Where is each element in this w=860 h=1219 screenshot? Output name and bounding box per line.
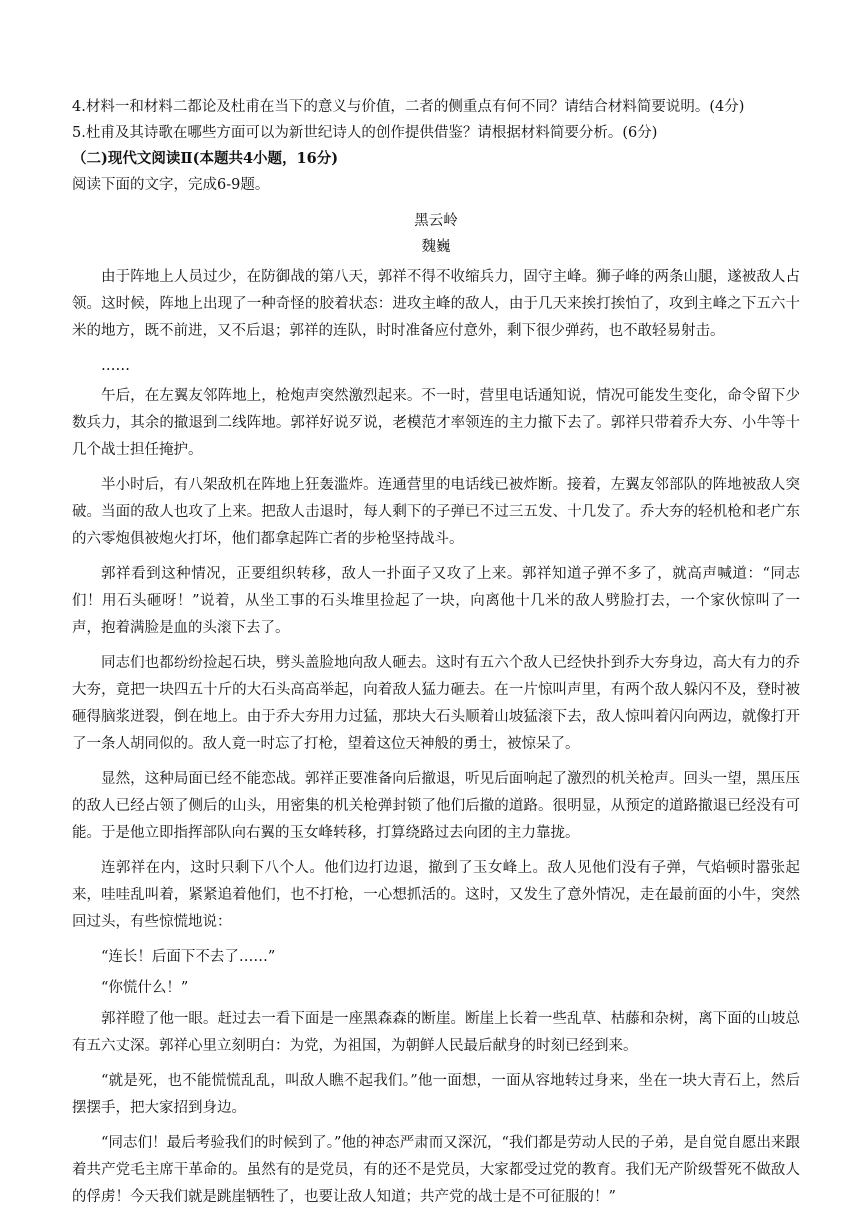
paragraph: 半小时后，有八架敌机在阵地上狂轰滥炸。连通营里的电话线已被炸断。接着，左翼友邻部队的阵地被敌人突破。当面的敌人也攻了上来。把敌人击退时，每人剩下的子弹已不过三五发、十几发了。乔大夯的轻机枪和老广东的六零炮俱被炮火打坏，他们都拿起阵亡者的步枪坚持战斗。 xyxy=(72,477,800,547)
document-page xyxy=(72,94,800,1219)
ellipsis: …… xyxy=(101,358,130,374)
paragraph: “就是死，也不能慌慌乱乱，叫敌人瞧不起我们。”他一面想，一面从容地转过身来，坐在一块大青石上，然后摆摆手，把大家招到身边。 xyxy=(72,1073,800,1116)
paragraph: 连郭祥在内，这时只剩下八个人。他们边打边退，撤到了玉女峰上。敌人见他们没有子弹，气焰顿时嚣张起来，哇哇乱叫着，紧紧追着他们，也不打枪，一心想抓活的。这时，又发生了意外情况，走在最前面的小牛，突然回过头，有些惊慌地说： xyxy=(72,860,800,930)
question-5: 5.杜甫及其诗歌在哪些方面可以为新世纪诗人的创作提供借鉴？请根据材料简要分析。(6分) xyxy=(72,125,658,141)
paragraph: “同志们！最后考验我们的时候到了。”他的神态严肃而又深沉，“我们都是劳动人民的子弟，是自觉自愿出来跟着共产党毛主席干革命的。虽然有的是党员，有的还不是党员，大家都受过党的教育。我们无产阶级誓死不做敌人的俘虏！今天我们就是跳崖牺牲了，也要让敌人知道；共产党的战士是不可征服的！” xyxy=(72,1135,800,1205)
dialog-line: “你慌什么！” xyxy=(101,980,189,996)
paragraph: 由于阵地上人员过少，在防御战的第八天，郭祥不得不收缩兵力，固守主峰。狮子峰的两条山腿，遂被敌人占领。这时候，阵地上出现了一种奇怪的胶着状态：进攻主峰的敌人，由于几天来挨打挨怕了，攻到主峰之下五六十米的地方，既不前进，又不后退；郭祥的连队，时时准备应付意外，剩下很少弹药，也不敢轻易射击。 xyxy=(72,269,800,339)
section-heading: （二)现代文阅读Ⅱ(本题共4小题，16分) xyxy=(72,150,339,167)
paragraph: 郭祥瞪了他一眼。赶过去一看下面是一座黑森森的断崖。断崖上长着一些乱草、枯藤和杂树，离下面的山坡总有五六丈深。郭祥心里立刻明白：为党，为祖国，为朝鲜人民最后献身的时刻已经到来。 xyxy=(72,1011,800,1054)
paragraph: 同志们也都纷纷捡起石块，劈头盖脸地向敌人砸去。这时有五六个敌人已经快扑到乔大夯身边，高大有力的乔大夯，竟把一块四五十斤的大石头高高举起，向着敌人猛力砸去。在一片惊叫声里，有两个敌人躲闪不及，登时被砸得脑浆迸裂，倒在地上。由于乔大夯用力过猛，那块大石头顺着山坡猛滚下去，敌人惊叫着闪向两边，就像打开了一条人胡同似的。敌人竟一时忘了打枪，望着这位天神般的勇士，被惊呆了。 xyxy=(72,655,800,752)
article-title: 黑云岭 xyxy=(414,213,458,229)
article-author: 魏巍 xyxy=(421,239,451,255)
section-instruction: 阅读下面的文字，完成6-9题。 xyxy=(72,177,270,193)
paragraph: 郭祥看到这种情况，正要组织转移，敌人一扑面子又攻了上来。郭祥知道子弹不多了，就高声喊道：“同志们！用石头砸呀！”说着，从坐工事的石头堆里捡起了一块，向离他十几米的敌人劈脸打去，一个家伙惊叫了一声，抱着满脸是血的头滚下去了。 xyxy=(72,566,800,636)
paragraph: 午后，在左翼友邻阵地上，枪炮声突然激烈起来。不一时，营里电话通知说，情况可能发生变化，命令留下少数兵力，其余的撤退到二线阵地。郭祥好说歹说，老模范才率领连的主力撤下去了。郭祥只带着乔大夯、小牛等十几个战士担任掩护。 xyxy=(72,388,800,458)
question-4: 4.材料一和材料二都论及杜甫在当下的意义与价值，二者的侧重点有何不同？请结合材料简要说明。(4分) xyxy=(72,99,745,115)
paragraph: 显然，这种局面已经不能恋战。郭祥正要准备向后撤退，听见后面响起了激烈的机关枪声。回头一望，黑压压的敌人已经占领了侧后的山头，用密集的机关枪弹封锁了他们后撤的道路。很明显，从预定的道路撤退已经没有可能。于是他立即指挥部队向右翼的玉女峰转移，打算绕路过去向团的主力靠拢。 xyxy=(72,771,800,841)
dialog-line: “连长！后面下不去了……” xyxy=(101,949,276,965)
